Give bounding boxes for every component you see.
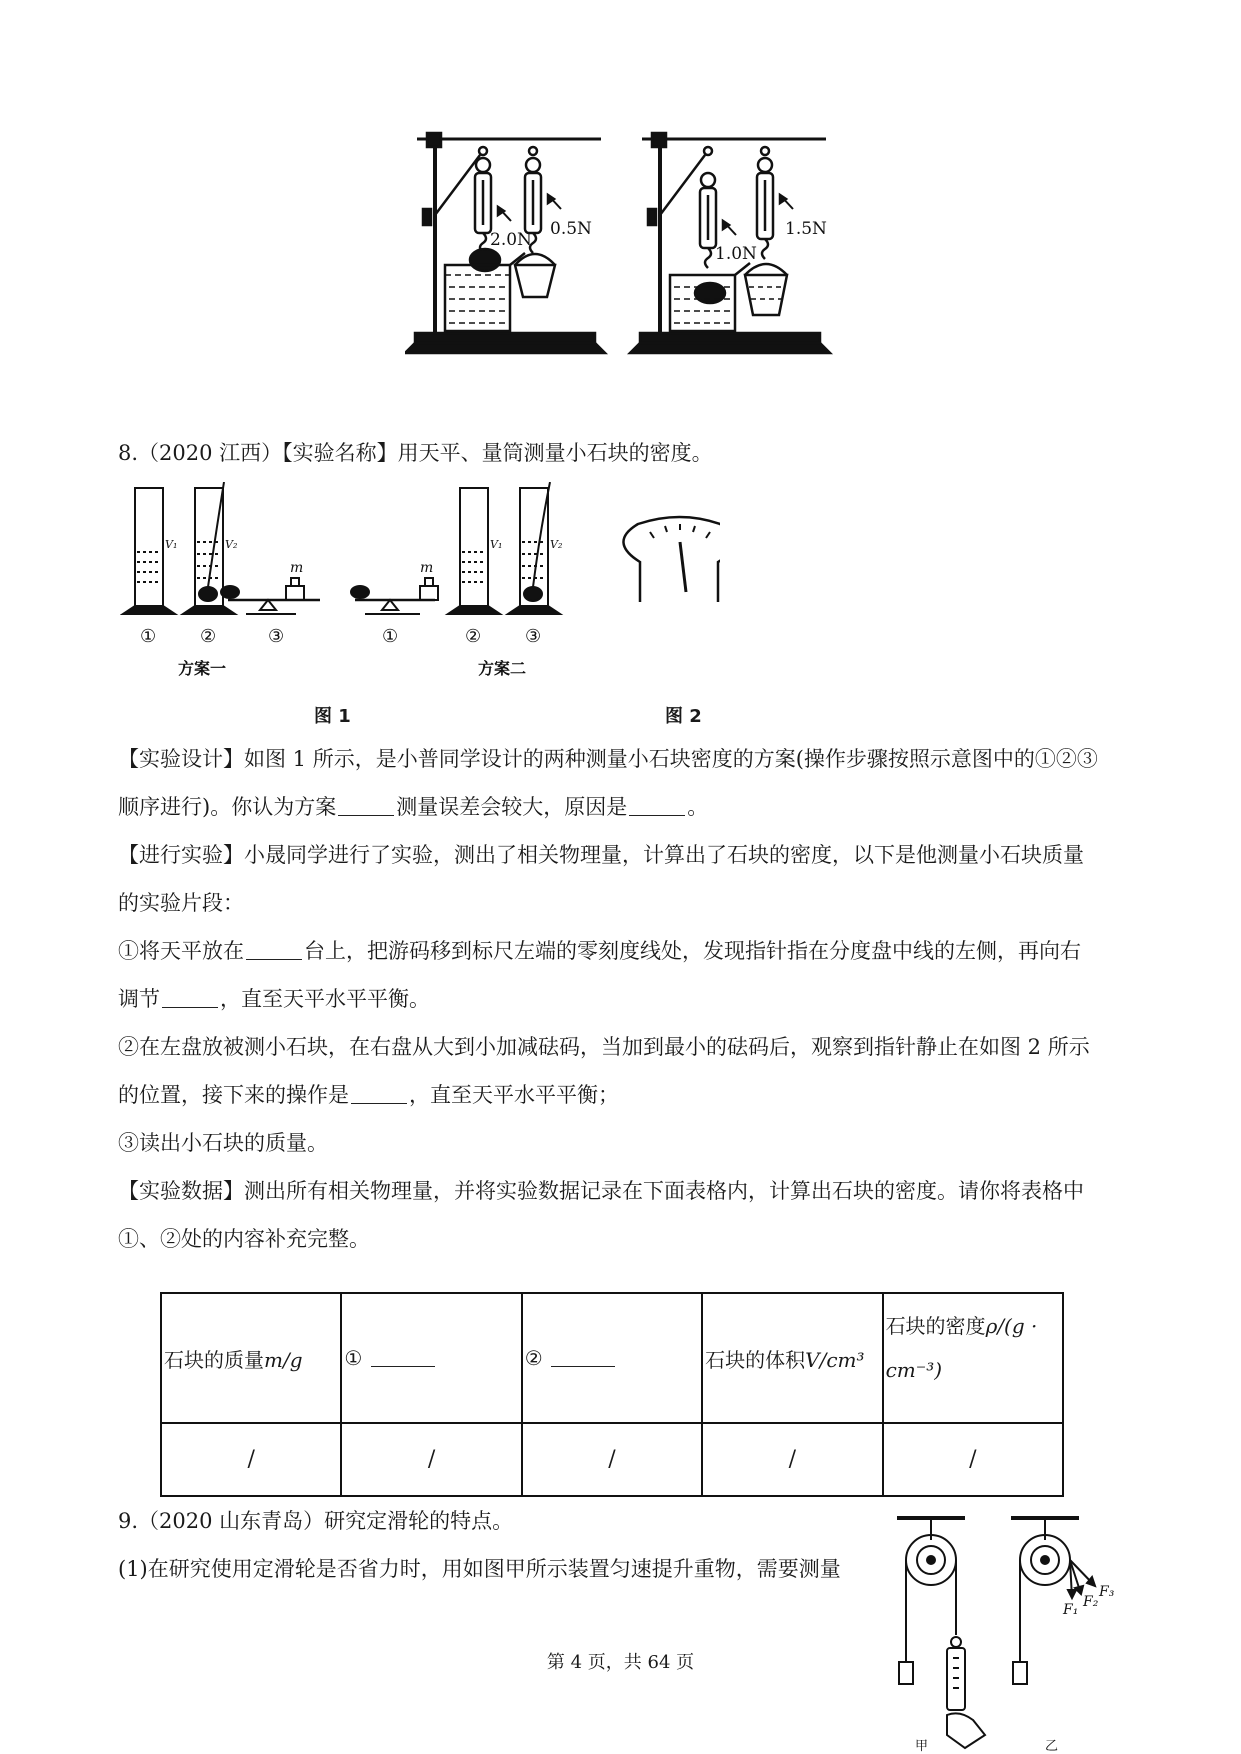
data-table — [160, 1292, 1064, 1497]
design-line-2: 顺序进行)。你认为方案 测量误差会较大，原因是 。 — [118, 795, 709, 819]
q9-line-1: (1)在研究使用定滑轮是否省力时，用如图甲所示装置匀速提升重物，需要测量 — [118, 1557, 841, 1581]
table-header-row — [161, 1293, 1063, 1423]
q8-header: 8.（2020 江西）【实验名称】用天平、量筒测量小石块的密度。 — [118, 441, 713, 465]
label-f3: F₃ — [1099, 1584, 1115, 1600]
label-m-plan2: m — [420, 560, 434, 576]
header-volume: 石块的体积V/cm³ — [702, 1293, 882, 1423]
answer-blank-adjust[interactable] — [162, 987, 218, 1008]
label-v2-plan1: V₂ — [225, 538, 238, 551]
table-row — [161, 1423, 1063, 1496]
table-cell: / — [161, 1423, 341, 1496]
table-cell: / — [883, 1423, 1063, 1496]
q9-header: 9.（2020 山东青岛）研究定滑轮的特点。 — [118, 1509, 514, 1533]
label-f1: F₁ — [1063, 1602, 1079, 1618]
step2-line-1: ②在左盘放被测小石块，在右盘从大到小加减砝码，当加到最小的砝码后，观察到指针静止在如图 2 所示 — [118, 1035, 1090, 1059]
step1-line-1: ①将天平放在 台上，把游码移到标尺左端的零刻度线处，发现指针指在分度盘中线的左侧，再向右 — [118, 939, 1081, 963]
label-f2: F₂ — [1083, 1594, 1099, 1610]
answer-blank-reason[interactable] — [629, 795, 685, 816]
table-cell: / — [702, 1423, 882, 1496]
header-blank-2[interactable]: ② — [522, 1293, 702, 1423]
design-line-1: 【实验设计】如图 1 所示，是小普同学设计的两种测量小石块密度的方案(操作步骤按照示意图中的①②③ — [118, 747, 1098, 771]
pulley-figure — [885, 1510, 1125, 1754]
data-line-1: 【实验数据】测出所有相关物理量，并将实验数据记录在下面表格内，计算出石块的密度。请你将表格中 — [118, 1179, 1084, 1203]
exp-line-2: 的实验片段： — [118, 891, 244, 915]
label-v2-plan2: V₂ — [550, 538, 563, 551]
data-line-2: ①、②处的内容补充完整。 — [118, 1227, 370, 1251]
table-cell: / — [522, 1423, 702, 1496]
label-v1-plan1: V₁ — [165, 538, 178, 551]
plan2-label: 方案二 — [478, 659, 527, 678]
answer-blank-operation[interactable] — [351, 1083, 407, 1104]
header-blank-1[interactable]: ① — [341, 1293, 521, 1423]
header-mass: 石块的质量m/g — [161, 1293, 341, 1423]
spring-scale-figure — [405, 125, 835, 355]
density-experiment-figure — [120, 482, 720, 692]
reading-right-2: 1.5N — [785, 219, 827, 239]
label-v1-plan2: V₁ — [490, 538, 503, 551]
answer-blank-table[interactable] — [246, 939, 302, 960]
label-jia: 甲 — [915, 1739, 929, 1754]
reading-left-2: 0.5N — [550, 219, 592, 239]
page-footer: 第 4 页，共 64 页 — [546, 1652, 695, 1673]
header-density: 石块的密度ρ/(g · cm⁻³) — [883, 1293, 1063, 1423]
circled-2-plan2: ② — [465, 626, 482, 647]
circled-3-plan2: ③ — [525, 626, 542, 647]
reading-right-1: 1.0N — [715, 244, 757, 264]
circled-1-plan2: ① — [382, 626, 399, 647]
plan1-label: 方案一 — [178, 659, 227, 678]
circled-1-plan1: ① — [140, 626, 157, 647]
label-yi: 乙 — [1045, 1739, 1059, 1754]
circled-3-plan1: ③ — [268, 626, 285, 647]
step2-line-2: 的位置，接下来的操作是 ，直至天平水平平衡； — [118, 1083, 619, 1107]
reading-left-1: 2.0N — [490, 230, 532, 250]
circled-2-plan1: ② — [200, 626, 217, 647]
fig1-caption: 图 1 — [314, 706, 351, 727]
answer-blank-plan[interactable] — [338, 795, 394, 816]
exp-line-1: 【进行实验】小晟同学进行了实验，测出了相关物理量，计算出了石块的密度，以下是他测量小石块质量 — [118, 843, 1084, 867]
table-cell: / — [341, 1423, 521, 1496]
label-m-plan1: m — [290, 560, 304, 576]
step1-line-2: 调节 ，直至天平水平平衡。 — [118, 987, 430, 1011]
step3-line: ③读出小石块的质量。 — [118, 1131, 328, 1155]
fig2-caption: 图 2 — [665, 706, 702, 727]
